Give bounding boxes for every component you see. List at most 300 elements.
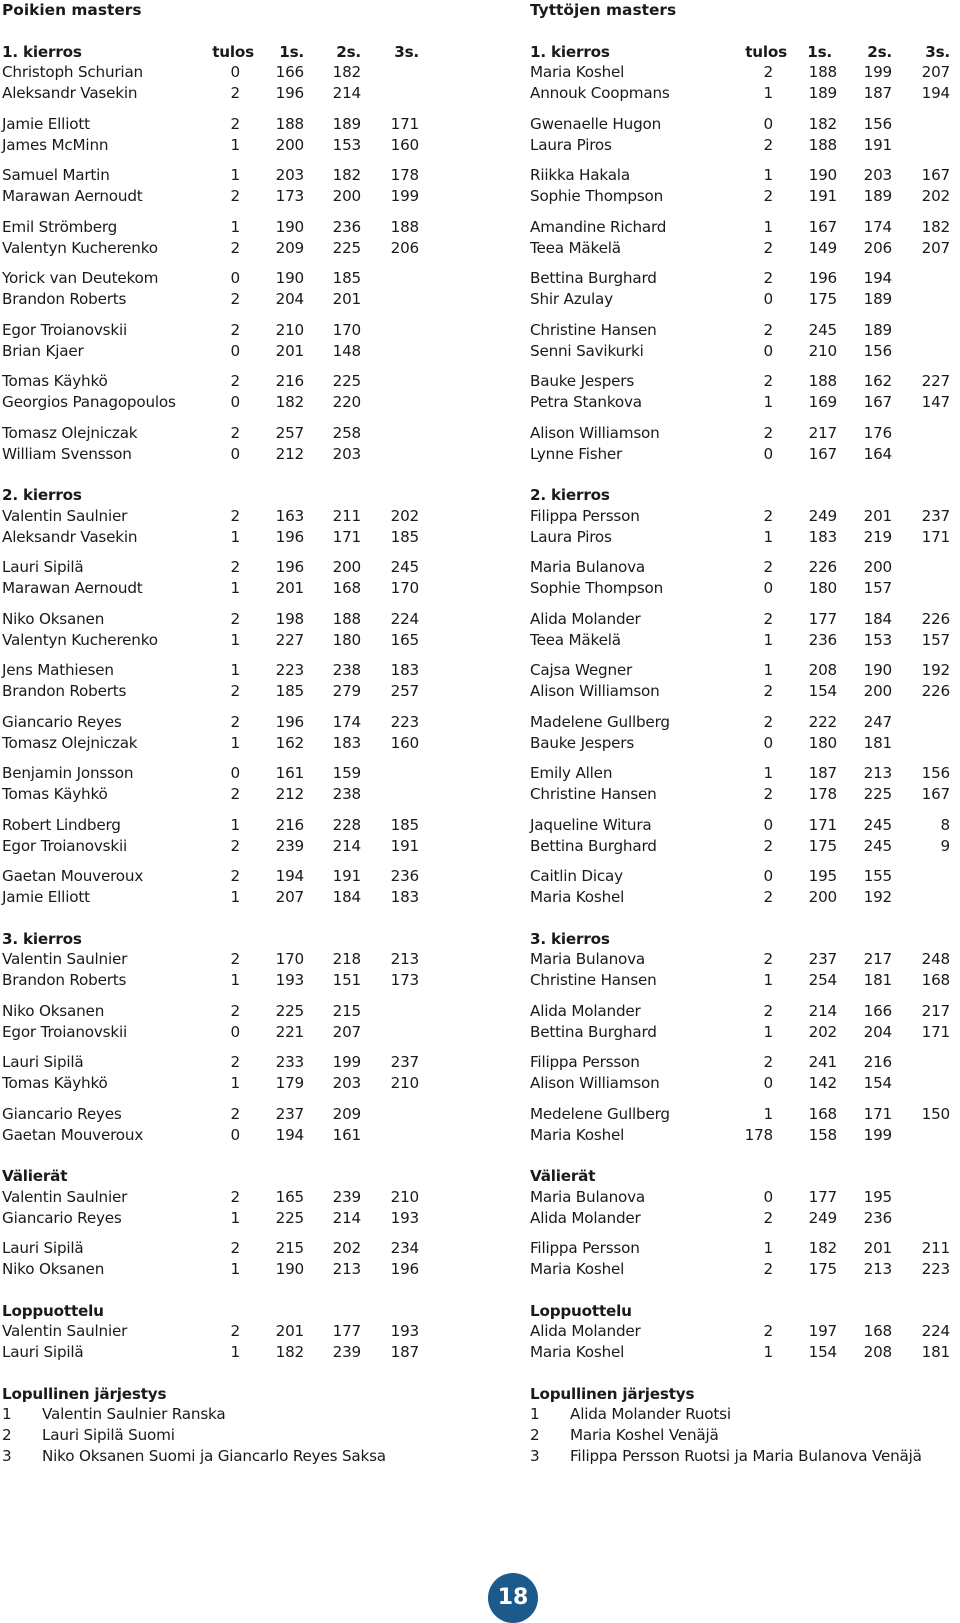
- game-2-score: 177: [332, 1322, 361, 1341]
- match: [530, 815, 958, 857]
- match-result: 2: [763, 950, 773, 969]
- game-1-score: 214: [808, 1001, 837, 1020]
- player-name: Samuel Martin: [2, 166, 110, 185]
- match-result: 2: [230, 785, 240, 803]
- game-3-score: 191: [390, 836, 419, 855]
- player-row: [530, 681, 958, 702]
- match-result: 2: [763, 1322, 773, 1341]
- game-2-score: 238: [332, 785, 361, 803]
- game-1-score: 190: [275, 217, 304, 236]
- player-row: [2, 784, 432, 805]
- match-gap: [2, 547, 432, 557]
- game-1-score: 201: [275, 341, 304, 360]
- game-2-score: 184: [332, 888, 361, 906]
- game-2-score: 156: [863, 114, 892, 133]
- match-result: 1: [763, 1343, 773, 1361]
- player-row: [530, 186, 958, 207]
- match: [2, 1001, 432, 1043]
- game-2-score: 236: [863, 1208, 892, 1227]
- game-1-score: 201: [275, 579, 304, 597]
- player-name: Giancario Reyes: [2, 1104, 122, 1123]
- game-2-score: 156: [863, 341, 892, 360]
- match-gap: [2, 805, 432, 815]
- game-3-score: 223: [390, 712, 419, 731]
- round-header: [2, 929, 432, 950]
- player-row: [530, 784, 958, 805]
- match-result: 2: [763, 269, 773, 288]
- round-header: [2, 42, 432, 63]
- match-result: 2: [230, 84, 240, 102]
- player-row: [530, 423, 958, 444]
- game-1-score: 208: [808, 661, 837, 680]
- game-1-score: 173: [275, 187, 304, 205]
- player-name: Valentyn Kucherenko: [2, 238, 158, 257]
- match: [530, 320, 958, 362]
- game-2-score: 213: [863, 764, 892, 783]
- match: [530, 268, 958, 310]
- game-3-score: 194: [921, 84, 950, 102]
- player-name: Giancario Reyes: [2, 1208, 122, 1227]
- player-name: Amandine Richard: [530, 217, 667, 236]
- girls-masters-column: [530, 0, 958, 1467]
- player-row: [530, 83, 958, 104]
- game-2-score: 176: [863, 423, 892, 442]
- round-header: [530, 42, 958, 63]
- player-name: Valentin Saulnier: [2, 1187, 128, 1206]
- game-2-score: 154: [863, 1074, 892, 1092]
- game-2-score: 200: [863, 558, 892, 577]
- player-row: [530, 887, 958, 908]
- game-2-score: 188: [332, 609, 361, 628]
- match: [530, 114, 958, 156]
- game-2-score: 159: [332, 764, 361, 783]
- game-2-score: 167: [863, 393, 892, 411]
- game-2-score: 195: [863, 1187, 892, 1206]
- result-header: tulos: [212, 42, 254, 61]
- player-name: Bauke Jespers: [530, 372, 635, 391]
- match-gap: [530, 155, 958, 165]
- final-standings-title: Lopullinen järjestys: [530, 1384, 695, 1403]
- player-name: Niko Oksanen: [2, 1001, 105, 1020]
- match-gap: [530, 650, 958, 660]
- match: [2, 949, 432, 991]
- game-2-score: 209: [332, 1104, 361, 1123]
- final-standings-header: [530, 1384, 958, 1405]
- round-header: [530, 1166, 958, 1187]
- player-row: [530, 1052, 958, 1073]
- player-name: Jens Mathiesen: [2, 661, 114, 680]
- player-row: [530, 1073, 958, 1094]
- match-result: 2: [230, 1187, 240, 1206]
- spacer: [2, 464, 432, 485]
- match-result: 0: [230, 1125, 240, 1144]
- game-3-score: 199: [390, 187, 419, 205]
- game-3-score: 236: [390, 867, 419, 886]
- match-result: 1: [763, 661, 773, 680]
- game-1-score: 178: [808, 785, 837, 803]
- game-3-score: 196: [390, 1260, 419, 1278]
- match-gap: [2, 856, 432, 866]
- game-3-score: 210: [390, 1074, 419, 1092]
- game-3-score: 183: [390, 661, 419, 680]
- match-result: 1: [763, 971, 773, 989]
- game-3-score: 183: [390, 888, 419, 906]
- match-result: 1: [230, 630, 240, 649]
- match: [530, 1001, 958, 1043]
- match: [530, 660, 958, 702]
- spacer: [530, 464, 958, 485]
- game-3-score: 223: [921, 1260, 950, 1278]
- player-row: [2, 712, 432, 733]
- match: [2, 712, 432, 754]
- player-name: Brandon Roberts: [2, 682, 127, 700]
- game-3-score: 150: [921, 1104, 950, 1123]
- game-3-score: 8: [940, 815, 950, 834]
- player-name: Brian Kjaer: [2, 341, 84, 360]
- match-gap: [2, 258, 432, 268]
- match-result: 0: [230, 1022, 240, 1041]
- game-1-score: 194: [275, 867, 304, 886]
- match: [530, 712, 958, 754]
- player-name: Medelene Gullberg: [530, 1104, 670, 1123]
- standing-text: Filippa Persson Ruotsi ja Maria Bulanova Venäjä: [570, 1446, 922, 1465]
- game-2-score: 174: [332, 712, 361, 731]
- player-row: [2, 392, 432, 413]
- match-result: 0: [763, 444, 773, 463]
- match-gap: [2, 991, 432, 1001]
- match: [530, 866, 958, 908]
- match: [530, 1052, 958, 1094]
- match-result: 1: [763, 393, 773, 411]
- game-2-score: 189: [863, 320, 892, 339]
- game-3-header: 3s.: [925, 42, 950, 61]
- player-row: [2, 1022, 432, 1043]
- standing-row: [530, 1425, 958, 1446]
- game-3-score: 185: [390, 815, 419, 834]
- game-2-score: 258: [332, 423, 361, 442]
- game-1-score: 175: [808, 836, 837, 855]
- game-1-score: 167: [808, 444, 837, 463]
- match-result: 1: [763, 1104, 773, 1123]
- game-1-score: 182: [808, 114, 837, 133]
- player-row: [530, 1342, 958, 1363]
- match-result: 2: [230, 950, 240, 969]
- game-1-score: 188: [808, 372, 837, 391]
- round-title: 3. kierros: [2, 929, 82, 948]
- player-row: [530, 578, 958, 599]
- player-row: [530, 62, 958, 83]
- match-result: 2: [763, 1001, 773, 1020]
- game-2-score: 203: [863, 166, 892, 185]
- spacer: [530, 21, 958, 42]
- match-result: 2: [230, 187, 240, 205]
- game-1-score: 182: [808, 1239, 837, 1258]
- game-1-score: 196: [275, 84, 304, 102]
- game-1-score: 161: [275, 764, 304, 783]
- game-3-score: 237: [921, 506, 950, 525]
- game-1-score: 171: [808, 815, 837, 834]
- game-2-score: 200: [332, 558, 361, 577]
- boys-masters-column: [2, 0, 432, 1467]
- player-row: [530, 1238, 958, 1259]
- match-result: 1: [230, 527, 240, 546]
- match: [2, 268, 432, 310]
- match-result: 1: [230, 971, 240, 989]
- game-2-score: 153: [863, 630, 892, 649]
- match-gap: [530, 361, 958, 371]
- match-result: 2: [230, 1322, 240, 1341]
- match-result: 2: [230, 1104, 240, 1123]
- player-name: Giancario Reyes: [2, 712, 122, 731]
- match: [2, 114, 432, 156]
- player-row: [530, 135, 958, 156]
- game-2-score: 247: [863, 712, 892, 731]
- game-2-score: 204: [863, 1022, 892, 1041]
- player-name: Tomas Käyhkö: [2, 1074, 108, 1092]
- game-2-score: 202: [332, 1239, 361, 1258]
- game-2-header: 2s.: [336, 42, 361, 61]
- game-1-score: 180: [808, 579, 837, 597]
- player-name: Niko Oksanen: [2, 1260, 105, 1278]
- match-gap: [530, 599, 958, 609]
- game-1-score: 233: [275, 1053, 304, 1072]
- game-2-score: 214: [332, 84, 361, 102]
- player-name: Tomasz Olejniczak: [2, 423, 138, 442]
- game-1-score: 216: [275, 815, 304, 834]
- spacer: [530, 1280, 958, 1301]
- game-1-score: 182: [275, 393, 304, 411]
- match-gap: [530, 753, 958, 763]
- player-row: [2, 630, 432, 651]
- round-title: Välierät: [2, 1167, 68, 1185]
- game-1-score: 170: [275, 950, 304, 969]
- player-row: [2, 62, 432, 83]
- match-result: 0: [763, 290, 773, 308]
- player-name: Tomas Käyhkö: [2, 372, 108, 391]
- match-result: 1: [230, 888, 240, 906]
- game-2-score: 213: [863, 1260, 892, 1278]
- game-1-score: 226: [808, 558, 837, 577]
- game-1-score: 196: [275, 527, 304, 546]
- player-row: [2, 887, 432, 908]
- section-title: Tyttöjen masters: [530, 1, 677, 19]
- match-result: 1: [763, 1022, 773, 1041]
- game-1-score: 168: [808, 1104, 837, 1123]
- game-1-score: 177: [808, 609, 837, 628]
- player-name: Cajsa Wegner: [530, 661, 633, 680]
- spacer: [2, 1145, 432, 1166]
- player-row: [2, 1208, 432, 1229]
- game-3-score: 207: [921, 63, 950, 82]
- player-row: [2, 217, 432, 238]
- round-title: 1. kierros: [2, 42, 82, 61]
- player-name: Alida Molander: [530, 1001, 641, 1020]
- match-result: 2: [763, 506, 773, 525]
- match: [2, 1052, 432, 1094]
- player-row: [530, 836, 958, 857]
- match-gap: [530, 1228, 958, 1238]
- standing-text: Niko Oksanen Suomi ja Giancarlo Reyes Saksa: [42, 1446, 386, 1465]
- player-row: [2, 557, 432, 578]
- game-3-score: 234: [390, 1239, 419, 1258]
- game-1-score: 190: [275, 1260, 304, 1278]
- spacer: [2, 1280, 432, 1301]
- spacer: [2, 1363, 432, 1384]
- match-result: 2: [230, 372, 240, 391]
- match-result: 2: [230, 682, 240, 700]
- match-gap: [530, 991, 958, 1001]
- player-name: Madelene Gullberg: [530, 712, 670, 731]
- player-row: [530, 527, 958, 548]
- game-2-score: 208: [863, 1343, 892, 1361]
- game-2-score: 199: [863, 1125, 892, 1144]
- game-1-score: 175: [808, 290, 837, 308]
- match-result: 2: [763, 135, 773, 154]
- match-result: 2: [230, 114, 240, 133]
- player-row: [2, 527, 432, 548]
- game-2-score: 157: [863, 579, 892, 597]
- player-name: Valentyn Kucherenko: [2, 630, 158, 649]
- game-3-score: 193: [390, 1208, 419, 1227]
- game-2-score: 214: [332, 836, 361, 855]
- player-name: Christine Hansen: [530, 320, 657, 339]
- game-1-score: 196: [808, 269, 837, 288]
- game-2-score: 214: [332, 1208, 361, 1227]
- game-1-score: 180: [808, 733, 837, 752]
- match-result: 1: [763, 166, 773, 185]
- game-2-score: 191: [332, 867, 361, 886]
- round-header: [2, 1166, 432, 1187]
- section-title: Poikien masters: [2, 1, 142, 19]
- game-1-score: 197: [808, 1322, 837, 1341]
- player-row: [2, 815, 432, 836]
- match-result: 1: [763, 764, 773, 783]
- game-2-score: 245: [863, 836, 892, 855]
- game-1-score: 241: [808, 1053, 837, 1072]
- game-1-score: 188: [808, 135, 837, 154]
- game-1-score: 142: [808, 1074, 837, 1092]
- game-2-score: 220: [332, 393, 361, 411]
- player-row: [530, 866, 958, 887]
- match-gap: [2, 702, 432, 712]
- match: [530, 423, 958, 465]
- match-gap: [2, 599, 432, 609]
- match-result: 2: [230, 1239, 240, 1258]
- match: [2, 1321, 432, 1363]
- player-name: Petra Stankova: [530, 393, 642, 411]
- player-name: Alida Molander: [530, 1208, 641, 1227]
- match-result: 1: [763, 630, 773, 649]
- game-2-score: 168: [332, 579, 361, 597]
- player-name: Maria Koshel: [530, 1343, 625, 1361]
- game-3-score: 157: [921, 630, 950, 649]
- player-row: [2, 238, 432, 259]
- match: [530, 1104, 958, 1146]
- game-3-score: 245: [390, 558, 419, 577]
- player-name: Maria Bulanova: [530, 558, 645, 577]
- match: [2, 660, 432, 702]
- match-gap: [2, 413, 432, 423]
- game-3-score: 213: [390, 950, 419, 969]
- spacer: [2, 21, 432, 42]
- match-result: 2: [763, 1208, 773, 1227]
- game-1-score: 245: [808, 320, 837, 339]
- game-3-score: 170: [390, 579, 419, 597]
- player-name: Maria Bulanova: [530, 950, 645, 969]
- round-title: Välierät: [530, 1167, 596, 1185]
- match-result: 2: [763, 1260, 773, 1278]
- game-2-score: 153: [332, 135, 361, 154]
- player-name: Tomas Käyhkö: [2, 785, 108, 803]
- game-3-score: 167: [921, 166, 950, 185]
- game-1-score: 225: [275, 1208, 304, 1227]
- game-2-score: 191: [863, 135, 892, 154]
- player-name: Gwenaelle Hugon: [530, 114, 662, 133]
- game-2-score: 216: [863, 1053, 892, 1072]
- match-result: 1: [763, 1239, 773, 1258]
- game-1-score: 204: [275, 290, 304, 308]
- standing-text: Maria Koshel Venäjä: [570, 1426, 719, 1444]
- game-2-score: 168: [863, 1322, 892, 1341]
- player-row: [2, 836, 432, 857]
- game-3-score: 147: [921, 393, 950, 411]
- player-row: [2, 423, 432, 444]
- match-result: 1: [230, 1343, 240, 1361]
- player-name: Gaetan Mouveroux: [2, 1125, 144, 1144]
- round-title: 2. kierros: [2, 486, 82, 504]
- game-2-score: 182: [332, 166, 361, 185]
- player-name: Marawan Aernoudt: [2, 187, 143, 205]
- game-3-score: 193: [390, 1322, 419, 1341]
- player-name: Filippa Persson: [530, 506, 640, 525]
- game-2-score: 164: [863, 444, 892, 463]
- player-name: Egor Troianovskii: [2, 836, 128, 855]
- game-2-score: 170: [332, 320, 361, 339]
- match-result: 1: [230, 733, 240, 752]
- player-name: Gaetan Mouveroux: [2, 867, 144, 886]
- standing-row: [2, 1425, 432, 1446]
- player-row: [530, 165, 958, 186]
- player-name: Jaqueline Witura: [530, 815, 652, 834]
- match-result: 2: [763, 682, 773, 700]
- game-3-score: 224: [390, 609, 419, 628]
- match-result: 1: [763, 217, 773, 236]
- game-1-score: 177: [808, 1187, 837, 1206]
- standing-row: [530, 1404, 958, 1425]
- game-2-score: 213: [332, 1260, 361, 1278]
- game-1-score: 175: [808, 1260, 837, 1278]
- player-row: [530, 949, 958, 970]
- game-3-score: 171: [921, 527, 950, 546]
- player-row: [2, 763, 432, 784]
- player-name: Lauri Sipilä: [2, 1343, 84, 1361]
- match-result: 1: [230, 166, 240, 185]
- player-name: Emil Strömberg: [2, 217, 118, 236]
- player-name: Jamie Elliott: [2, 888, 90, 906]
- game-1-score: 196: [275, 712, 304, 731]
- game-1-score: 187: [808, 764, 837, 783]
- game-2-header: 2s.: [867, 42, 892, 61]
- match-result: 0: [763, 1074, 773, 1092]
- match-result: 2: [230, 836, 240, 855]
- game-1-score: 257: [275, 423, 304, 442]
- player-row: [2, 114, 432, 135]
- match-gap: [530, 856, 958, 866]
- match: [2, 763, 432, 805]
- player-row: [530, 660, 958, 681]
- game-1-score: 200: [808, 888, 837, 906]
- match-gap: [530, 413, 958, 423]
